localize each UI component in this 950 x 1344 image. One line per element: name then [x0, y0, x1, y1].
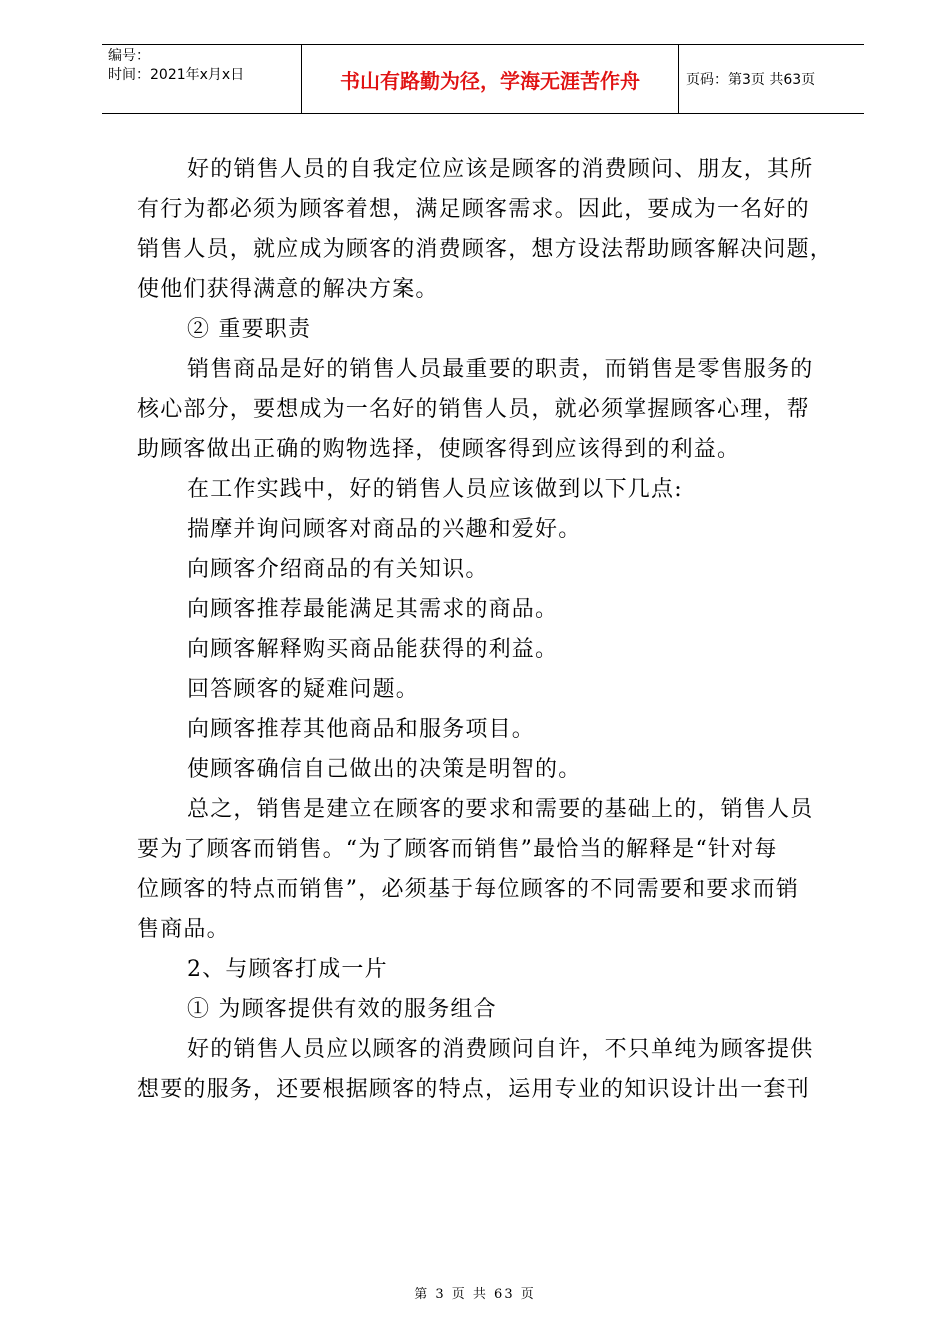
list-item: 回答顾客的疑难问题。 — [187, 677, 420, 702]
document-body — [137, 150, 877, 1110]
list-item: 使顾客确信自己做出的决策是明智的。 — [187, 757, 582, 782]
text-line: 使他们获得满意的解决方案。 — [137, 277, 439, 302]
text-line: 销售商品是好的销售人员最重要的职责，而销售是零售服务的 — [187, 357, 814, 382]
header-page-info: 页码：第3页 共63页 — [686, 72, 816, 88]
page-footer: 第 3 页 共 63 页 — [414, 1287, 536, 1302]
text-line: 位顾客的特点而销售”，必须基于每位顾客的不同需要和要求而销 — [137, 877, 800, 902]
text-line: 有行为都必须为顾客着想，满足顾客需求。因此，要成为一名好的 — [137, 197, 810, 222]
text-line: 想要的服务，还要根据顾客的特点，运用专业的知识设计出一套刊 — [137, 1077, 810, 1102]
document-number-label: 编号： — [108, 48, 150, 64]
text-line: 售商品。 — [137, 917, 230, 942]
list-item: 向顾客推荐最能满足其需求的商品。 — [187, 597, 559, 622]
header-motto: 书山有路勤为径，学海无涯苦作舟 — [302, 45, 679, 113]
header-meta — [102, 45, 302, 113]
section-heading: 2、与顾客打成一片 — [187, 957, 388, 982]
subsection-heading: ① 为顾客提供有效的服务组合 — [187, 997, 497, 1022]
text-line: 核心部分，要想成为一名好的销售人员，就必须掌握顾客心理，帮 — [137, 397, 810, 422]
text-line: 在工作实践中，好的销售人员应该做到以下几点: — [187, 477, 683, 502]
section-heading: ② 重要职责 — [187, 317, 312, 342]
text-line: 助顾客做出正确的购物选择，使顾客得到应该得到的利益。 — [137, 437, 741, 462]
list-item: 向顾客介绍商品的有关知识。 — [187, 557, 489, 582]
list-item: 揣摩并询问顾客对商品的兴趣和爱好。 — [187, 517, 582, 542]
text-line: 好的销售人员的自我定位应该是顾客的消费顾问、朋友，其所 — [187, 157, 814, 182]
text-line: 要为了顾客而销售。“为了顾客而销售”最恰当的解释是“针对每 — [137, 837, 778, 862]
text-line: 好的销售人员应以顾客的消费顾问自许，不只单纯为顾客提供 — [187, 1037, 814, 1062]
document-date: 时间：2021年x月x日 — [108, 67, 245, 83]
list-item: 向顾客解释购买商品能获得的利益。 — [187, 637, 559, 662]
text-line: 总之，销售是建立在顾客的要求和需要的基础上的，销售人员 — [187, 797, 814, 822]
text-line: 销售人员，就应成为顾客的消费顾客，想方设法帮助顾客解决问题， — [137, 237, 834, 262]
page-header — [102, 44, 864, 114]
list-item: 向顾客推荐其他商品和服务项目。 — [187, 717, 536, 742]
